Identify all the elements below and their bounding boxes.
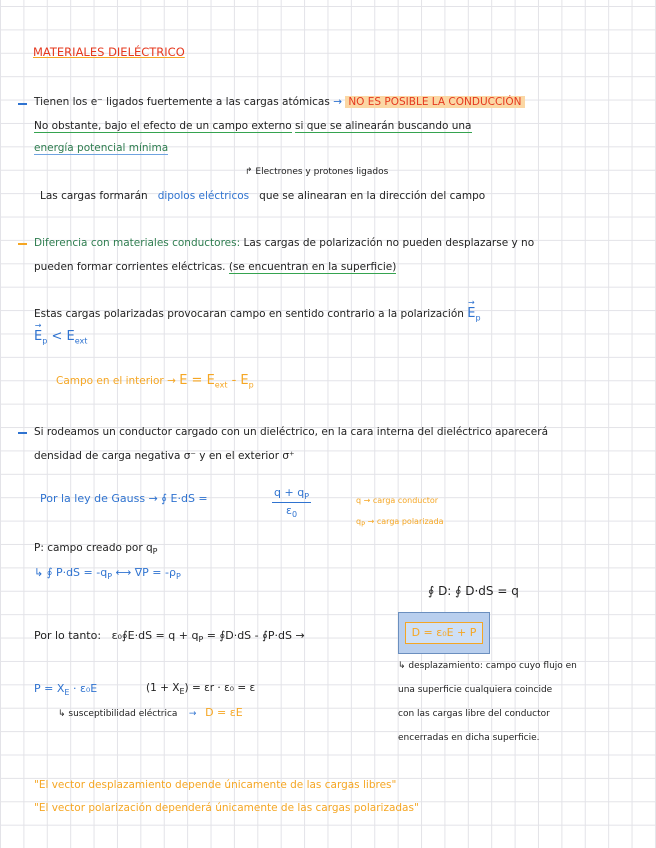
- campo-interior-eq: [179, 373, 254, 388]
- eext-sub: ext: [74, 336, 88, 346]
- desp-line1: [398, 662, 577, 672]
- p-chi-sub: E: [64, 688, 70, 698]
- gauss-denominator: [272, 503, 311, 520]
- arrow-right-icon: →: [180, 709, 203, 719]
- d-definition: D = ε₀E + P: [405, 622, 483, 644]
- desp-line2: una superficie cualquiera coincide: [398, 685, 553, 695]
- bullet-dash: [18, 243, 27, 245]
- s2-line1: [34, 238, 534, 250]
- campo-p-sub: p: [248, 380, 254, 390]
- p-chi-lhs: P = X: [34, 682, 65, 695]
- arrow-right-icon: →: [167, 375, 180, 387]
- eq-main-lhs: ε₀∮E·dS = q + q: [111, 629, 199, 642]
- gauss-den-sub: 0: [291, 510, 298, 520]
- s2-line4: [34, 330, 87, 346]
- s3-line1: Si rodeamos un conductor cargado con un dieléctrico, en la cara interna del dieléctrico aparecerá: [34, 426, 549, 438]
- ep-sub: p: [42, 336, 48, 346]
- desp-line3: con las cargas libre del conductor: [398, 709, 550, 719]
- s1-l2a: No obstante, bajo el efecto de un campo externo: [34, 120, 292, 132]
- gauss-label: Por la ley de Gauss: [40, 492, 146, 505]
- p-flux-sub: P: [107, 572, 113, 582]
- s1-l1a: Tienen los e⁻ ligados fuertemente a las cargas atómicas: [34, 96, 330, 108]
- desp-text1: desplazamiento: campo cuyo flujo en: [408, 661, 577, 671]
- s2-line3: [34, 307, 481, 323]
- corner-arrow-icon: ↳: [34, 566, 47, 579]
- energia-potencial: energía potencial mínima: [34, 142, 169, 154]
- d-flux: ∮ D: ∮ D·dS = q: [428, 584, 519, 598]
- campo-interior-lhs: E = E: [179, 373, 215, 388]
- s1-line2: [34, 121, 472, 133]
- s2-l2b: (se encuentran en la superficie): [228, 261, 397, 273]
- quote-desplazamiento: "El vector desplazamiento depende únicamente de las cargas libres": [34, 779, 397, 791]
- note-qp-sub: P: [361, 520, 366, 529]
- arrow-right-icon: →: [295, 629, 305, 642]
- corner-arrow-icon: ↳: [58, 709, 69, 719]
- ep-lt-eext: < E: [51, 329, 75, 344]
- gauss-numerator: [272, 487, 311, 503]
- p-def-text: P: campo creado por q: [34, 542, 153, 554]
- s2-l2a: pueden formar corrientes eléctricas.: [34, 261, 226, 273]
- s1-line4: [245, 168, 388, 178]
- gauss-num-sub: P: [304, 492, 310, 502]
- ep-vector: [467, 306, 480, 321]
- campo-ext-sub: ext: [214, 380, 228, 390]
- p-flux-lhs: ∮ P·dS = -q: [46, 566, 108, 579]
- eq-main-rhs: = ∮D·dS - ∮P·dS: [203, 629, 292, 642]
- d-eps-eq: D = εE: [205, 706, 243, 719]
- ep-vector-sub: p: [475, 313, 481, 323]
- s3-line2: densidad de carga negativa σ⁻ y en el exterior σ⁺: [34, 450, 295, 462]
- s1-line3: [34, 143, 168, 155]
- bullet-dash: [18, 432, 27, 434]
- s2-l3a: Estas cargas polarizadas provocaran campo en sentido contrario a la polarización: [34, 308, 464, 320]
- gauss-law: [40, 493, 208, 505]
- bullet-dash: [18, 103, 27, 105]
- s1-l2b: si que se alinearán buscando una: [295, 120, 472, 132]
- s1-line5: [40, 191, 485, 203]
- campo-interior-minus: - E: [227, 373, 249, 388]
- chi-eq-rhs: ) = εr · ε₀ = ε: [184, 682, 256, 694]
- gauss-lhs: ∮ E·dS =: [161, 492, 208, 505]
- s2-line2: [34, 262, 396, 274]
- chi-eq-lhs: (1 + X: [146, 682, 180, 694]
- quote-polarizacion: "El vector polarización dependerá únicamente de las cargas polarizadas": [34, 802, 419, 814]
- chi-relation: [146, 683, 255, 697]
- s1-l5a: Las cargas formarán: [40, 190, 148, 202]
- note-qp: [356, 518, 444, 529]
- susceptibilidad-line: [58, 707, 243, 720]
- corner-arrow-icon: ↱: [245, 167, 253, 177]
- d-definition-box: [398, 612, 490, 654]
- p-definition: [34, 543, 158, 557]
- gauss-den: ε: [285, 503, 292, 517]
- page-title: MATERIALES DIELÉCTRICO: [33, 45, 185, 59]
- p-chi-rhs: · ε₀E: [69, 682, 98, 695]
- p-flux-rhs: ⟷ ∇P = -ρ: [115, 566, 176, 579]
- desp-line4: encerradas en dicha superficie.: [398, 733, 540, 743]
- p-flux-rhs-sub: P: [175, 572, 181, 582]
- s2-l5a: Campo en el interior: [56, 375, 164, 387]
- gauss-fraction: [272, 487, 311, 520]
- corner-arrow-icon: ↳: [398, 661, 409, 671]
- note-qp-rest: → carga polarizada: [365, 517, 444, 526]
- s2-l1a: Diferencia con materiales conductores:: [34, 237, 241, 249]
- ep-vector-symbol: → E: [467, 307, 475, 321]
- s1-l4: Electrones y protones ligados: [255, 167, 389, 177]
- p-flux: [34, 567, 181, 582]
- por-lo-tanto: [34, 630, 305, 645]
- eq-main-sub: P: [198, 635, 204, 645]
- arrow-right-icon: →: [148, 492, 162, 505]
- ep-symbol: → E: [34, 330, 42, 344]
- s2-l1b: Las cargas de polarización no pueden desplazarse y no: [243, 237, 535, 249]
- susceptibilidad-text: susceptibilidad eléctrica: [68, 709, 178, 719]
- p-def-sub: P: [152, 547, 158, 557]
- s1-line1: [34, 97, 525, 109]
- s1-l5b: dipolos eléctricos: [157, 190, 250, 202]
- s2-line5: [56, 374, 254, 390]
- s1-l5c: que se alinearan en la dirección del campo: [259, 190, 486, 202]
- p-chi: [34, 683, 97, 698]
- note-qp-q: q: [356, 517, 362, 526]
- no-conduccion-highlight: NO ES POSIBLE LA CONDUCCIÓN: [345, 96, 524, 108]
- gauss-num: q + q: [274, 486, 305, 499]
- chi-eq-sub: E: [179, 687, 185, 697]
- note-q: q → carga conductor: [356, 496, 439, 505]
- por-lo-tanto-label: Por lo tanto:: [34, 629, 102, 642]
- arrow-right-icon: →: [333, 96, 346, 108]
